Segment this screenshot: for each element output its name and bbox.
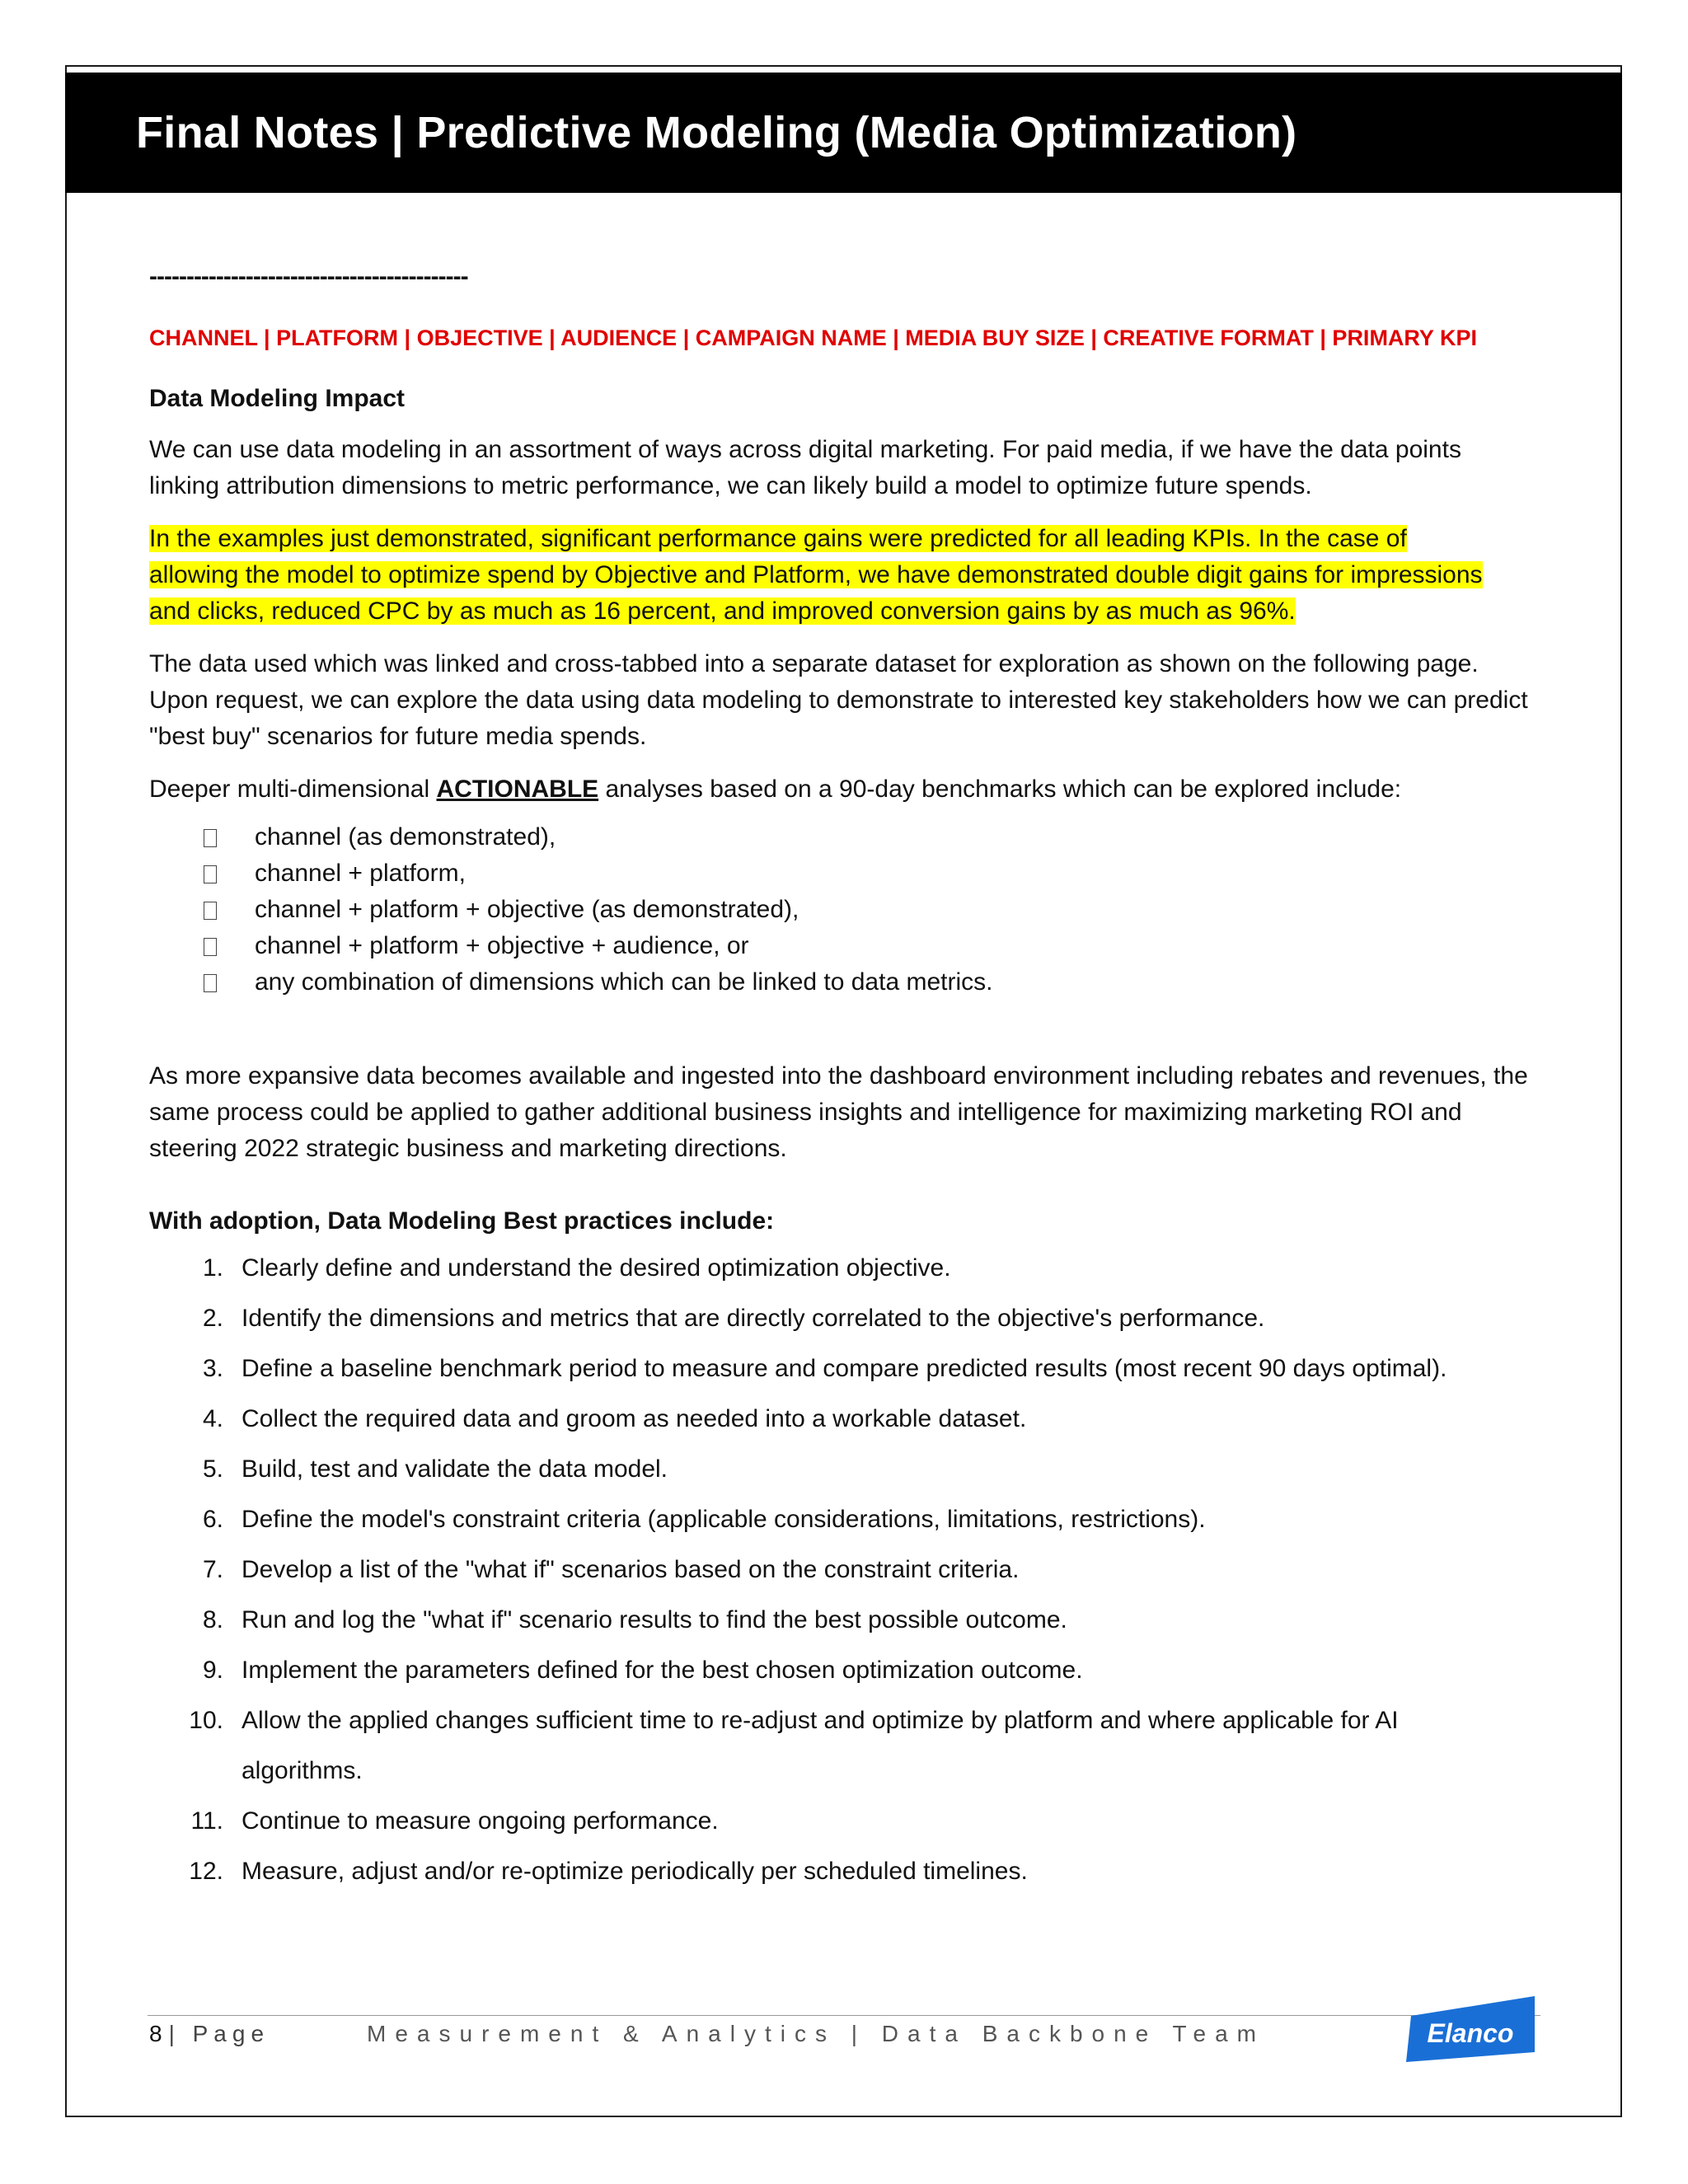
bullet-icon [204, 865, 217, 883]
page-label: | Page [168, 2021, 270, 2046]
separator-dashes: ------------------------------------------- [149, 263, 468, 290]
list-item: 7. Develop a list of the "what if" scenarios based on the constraint criteria. [202, 1556, 1020, 1583]
list-item: 6. Define the model's constraint criteria (applicable considerations, limitations, restrictions). [202, 1506, 1206, 1533]
list-item: 4. Collect the required data and groom as needed into a workable dataset. [202, 1405, 1027, 1432]
paragraph-expansive-data: As more expansive data becomes available and ingested into the dashboard environment including rebates and revenues, the same process could be applied to gather additional business insights and intelligence for maximizing marketing ROI and steering 2022 strategic business and marketing directions. [149, 1062, 1528, 1162]
list-item: any combination of dimensions which can be linked to data metrics. [204, 964, 1534, 1001]
list-item: channel (as demonstrated), [204, 819, 1534, 855]
page-number: 8 [149, 2021, 162, 2046]
paragraph-highlighted [149, 521, 1534, 630]
list-item: 10. Allow the applied changes sufficient time to re-adjust and optimize by platform and where applicable for AI algorithms. [189, 1707, 1399, 1784]
title-bar [65, 73, 1622, 193]
bullet-icon [204, 829, 217, 847]
paragraph-dataset: The data used which was linked and cross-tabbed into a separate dataset for exploration as shown on the following page. Upon request, we can explore the data using data modeling to demonstrate to interested key stakeholders how we can predict "best buy" scenarios for future media spends. [149, 650, 1528, 750]
highlight-line-2: allowing the model to optimize spend by Objective and Platform, we have demonstrated double digit gains for impressions [149, 561, 1483, 588]
highlight-line-3: and clicks, reduced CPC by as much as 16 percent, and improved conversion gains by as much as 96%. [149, 598, 1296, 625]
actionable-prefix: Deeper multi-dimensional [149, 776, 437, 803]
content [149, 262, 1534, 1896]
dimensions-line: CHANNEL | PLATFORM | OBJECTIVE | AUDIENCE | CAMPAIGN NAME | MEDIA BUY SIZE | CREATIVE FORMAT | PRIMARY KPI [149, 326, 1477, 350]
actionable-suffix: analyses based on a 90-day benchmarks which can be explored include: [598, 776, 1402, 803]
list-item: channel + platform + objective + audience, or [204, 928, 1534, 964]
highlight-line-1: In the examples just demonstrated, significant performance gains were predicted for all leading KPIs. In the case of [149, 525, 1407, 552]
list-item: 3. Define a baseline benchmark period to measure and compare predicted results (most recent 90 days optimal). [202, 1355, 1447, 1382]
list-item: 8. Run and log the "what if" scenario results to find the best possible outcome. [202, 1606, 1067, 1633]
list-item: 1. Clearly define and understand the desired optimization objective. [202, 1254, 951, 1282]
actionable-emphasis: ACTIONABLE [436, 776, 599, 803]
list-item: channel + platform + objective (as demonstrated), [204, 892, 1534, 928]
footer-team: Measurement & Analytics | Data Backbone Team [367, 2021, 1265, 2046]
list-item: 9. Implement the parameters defined for the best chosen optimization outcome. [202, 1657, 1083, 1684]
best-practices-list [149, 1243, 1534, 1896]
list-item: channel + platform, [204, 855, 1534, 892]
list-item: 12. Measure, adjust and/or re-optimize periodically per scheduled timelines. [189, 1858, 1028, 1885]
section-heading-impact: Data Modeling Impact [149, 385, 406, 412]
list-item: 11. Continue to measure ongoing performance. [190, 1807, 719, 1835]
paragraph-actionable [149, 771, 1534, 808]
list-item: 2. Identify the dimensions and metrics that are directly correlated to the objective's performance. [202, 1305, 1265, 1332]
footer-divider [148, 2015, 1540, 2016]
page-footer [149, 2018, 1265, 2050]
bullet-icon [204, 974, 217, 992]
list-item: 5. Build, test and validate the data model. [202, 1455, 668, 1483]
paragraph-intro: We can use data modeling in an assortment of ways across digital marketing. For paid media, if we have the data points linking attribution dimensions to metric performance, we can likely build a model to optimize future spends. [149, 436, 1461, 499]
bullet-list [149, 819, 1534, 1001]
bullet-icon [204, 902, 217, 920]
logo-text: Elanco [1427, 2018, 1514, 2048]
bullet-icon [204, 938, 217, 956]
section-heading-best-practices: With adoption, Data Modeling Best practices include: [149, 1207, 775, 1235]
page-title: Final Notes | Predictive Modeling (Media Optimization) [136, 108, 1297, 157]
elanco-logo [1406, 1994, 1538, 2064]
